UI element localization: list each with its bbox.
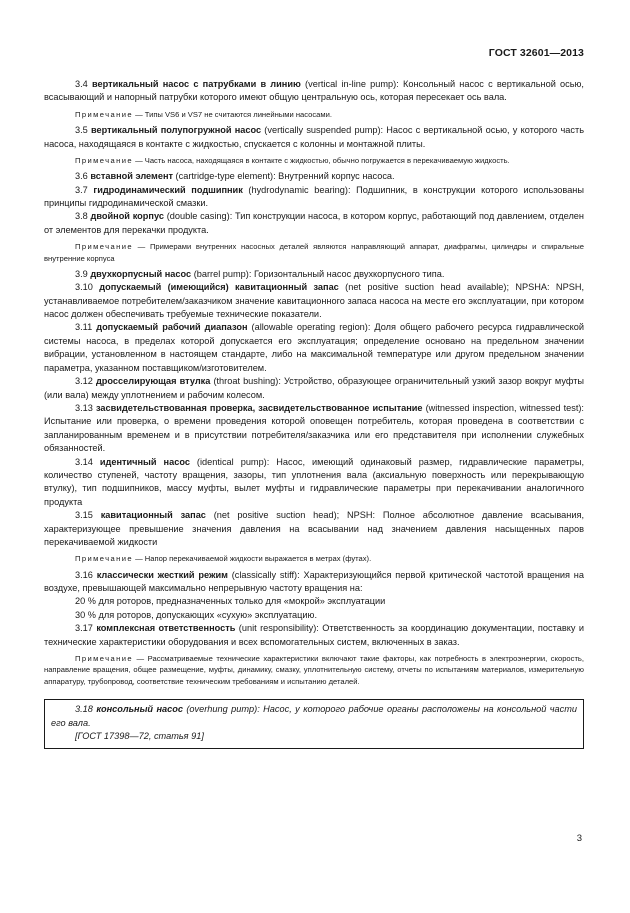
clause-text: (overhung pump): Насос, у которого рабочие органы расположены на консольной части его вала. [51,704,577,728]
clause-term: дросселирующая втулка [95,376,211,387]
clause-term: допускаемый рабочий диапазон [96,322,248,333]
clause-3-16 [44,569,584,596]
clause-text: (barrel pump): Горизонтальный насос двухкорпусного типа. [191,268,445,279]
clause-term: идентичный насос [99,456,190,467]
clause-number: 3.18 [75,704,93,714]
clause-3-10 [44,281,584,321]
clause-number: 3.8 [75,211,88,222]
note-3-5 [44,155,584,166]
note-3-15 [44,553,584,564]
note-3-8 [44,241,584,264]
clause-text: (throat bushing): Устройство, образующее ограничительный узкий зазор вокруг муфты (или вала) между уплотнением и рабочим колесом. [44,376,585,400]
clause-number: 3.14 [75,456,93,467]
clause-term: кавитационный запас [100,510,206,521]
document-body [44,78,584,749]
framed-clause-3-18 [44,699,584,749]
clause-term: двойной корпус [90,211,164,222]
clause-text: (classically stiff): Характеризующийся первой критической частотой вращения на воздухе, превышающей максимально непрерывную частоту вращения на: [44,569,584,594]
clause-number: 3.12 [75,376,93,387]
clause-3-4 [44,78,584,105]
clause-number: 3.16 [75,569,93,580]
clause-number: 3.15 [75,510,93,521]
clause-3-14 [44,456,584,510]
clause-number: 3.13 [75,402,93,413]
note-text: — Примерами внутренних насосных деталей являются направляющий аппарат, диафрагмы, цилиндры и спиральные внутренние корпуса [44,242,584,263]
clause-3-9 [44,268,584,281]
clause-number: 3.6 [75,171,88,182]
clause-text: (identical pump): Насос, имеющий одинаковый размер, гидравлические параметры, количество ступеней, частоту вращения, зазоры, тип уплотнения вала (аксиальную поверхность или перекрывающую втулку), тип подшипников, массу муфты, вылет муфты и гидравлические параметры при перекачивании аналогичного продукта [44,456,584,507]
clause-text: (witnessed inspection, witnessed test): Испытание или проверка, о времени проведения которой оповещен потребитель, которая проведена в соответствии с запланированным временем и в присутствии потребителя/заказчика или его представителя при исполнении служебных обязанностей. [44,402,584,454]
clause-text: (allowable operating region): Доля общего рабочего ресурса гидравлической системы насоса, в пределах которой допускается его эксплуатация; определение основано на предельном значении вибрации, установленном в настоящем стандарте, либо на максимальной температуре или другом предельном значении параметра, указанном поставщиком/изготовителем. [44,322,584,373]
clause-term: комплексная ответственность [96,623,236,634]
clause-3-12 [44,375,584,402]
clause-3-15 [44,509,584,549]
clause-3-8 [44,210,584,237]
clause-text: (vertically suspended pump): Насос с вертикальной осью, у которого часть насоса, находящаяся в контакте с жидкостью, спускается с колонны и монтажной плиты. [44,125,584,149]
note-label: Примечание [75,155,133,165]
note-text: — Типы VS6 и VS7 не считаются линейными насосами. [132,109,332,119]
clause-text: (net positive suction head); NPSH: Полное абсолютное давление всасывания, характеризующее превышение значения давления на всасывании над значением давления насыщенных паров перекачиваемой жидкости [44,510,585,547]
clause-term: засвидетельствованная проверка, засвидетельствованное испытание [95,402,423,413]
clause-term: вертикальный полупогружной насос [91,125,262,136]
clause-text: (vertical in-line pump): Консольный насос с вертикальной осью, всасывающий и напорный патрубки которого имеют общую центральную ось, которая пересекает ось вала. [44,79,584,103]
note-text: — Напор перекачиваемой жидкости выражается в метрах (футах). [132,554,372,564]
clause-term: допускаемый (имеющийся) кавитационный запас [99,282,339,293]
clause-term: гидродинамический подшипник [93,184,243,195]
note-text: — Рассматриваемые технические характеристики включают такие факторы, как потребность в электроэнергии, скорость, направление вращения, общее размещение, муфты, динамику, смазку, уплотнительную систему, отчеты по испытаниям материалов, измерительную аппаратуру, трубопровод, соответствие техническим требованиям и испытанию деталей. [44,654,584,686]
note-3-17 [44,653,584,687]
clause-text: (net positive suction head available); NPSHA: NPSH, устанавливаемое потребителем/заказчиком значение кавитационного запаса насоса на месте его эксплуатации, при котором насос должен обеспечивать требуемые технические показатели. [44,282,585,320]
clause-term: вставной элемент [90,171,173,182]
note-label: Примечание [75,654,133,664]
clause-term: вертикальный насос с патрубками в линию [92,79,301,89]
clause-term: консольный насос [96,704,183,714]
page-number: 3 [576,833,582,844]
clause-3-7 [44,184,584,211]
standard-header: ГОСТ 32601—2013 [488,47,584,59]
clause-number: 3.7 [75,184,88,195]
clause-number: 3.9 [75,268,88,279]
clause-text: (cartridge-type element): Внутренний корпус насоса. [173,171,395,182]
clause-3-6 [44,170,584,183]
clause-3-5 [44,124,584,151]
note-label: Примечание [75,109,133,119]
note-label: Примечание [75,242,133,252]
clause-3-16-item-b: 30 % для роторов, допускающих «сухую» эксплуатацию. [75,609,317,620]
source-reference: [ГОСТ 17398—72, статья 91] [75,731,204,742]
note-3-4 [44,109,584,120]
clause-number: 3.5 [75,125,88,136]
clause-3-17 [44,622,584,649]
clause-3-13 [44,402,584,456]
clause-text: (hydrodynamic bearing): Подшипник, в конструкции которого использованы принципы гидродинамической смазки. [44,184,584,209]
clause-3-18 [51,703,577,730]
clause-3-11 [44,321,584,375]
clause-term: двухкорпусный насос [90,268,192,279]
clause-text: (unit responsibility): Ответственность за координацию документации, поставку и технические характеристики оборудования и всех вспомогательных систем, включенных в заказ. [44,623,584,647]
clause-3-16-item-a: 20 % для роторов, предназначенных только для «мокрой» эксплуатации [75,596,386,607]
clause-number: 3.10 [75,282,93,293]
clause-number: 3.4 [75,79,88,89]
clause-term: классически жесткий режим [96,569,228,580]
clause-number: 3.11 [75,322,93,333]
clause-text: (double casing): Тип конструкции насоса, в котором корпус, работающий под давлением, отделен от элементов для перекачки продукта. [44,211,584,235]
note-label: Примечание [75,554,133,564]
note-text: — Часть насоса, находящаяся в контакте с жидкостью, обычно погружается в перекачиваемую жидкость. [132,155,510,165]
clause-number: 3.17 [75,623,93,634]
